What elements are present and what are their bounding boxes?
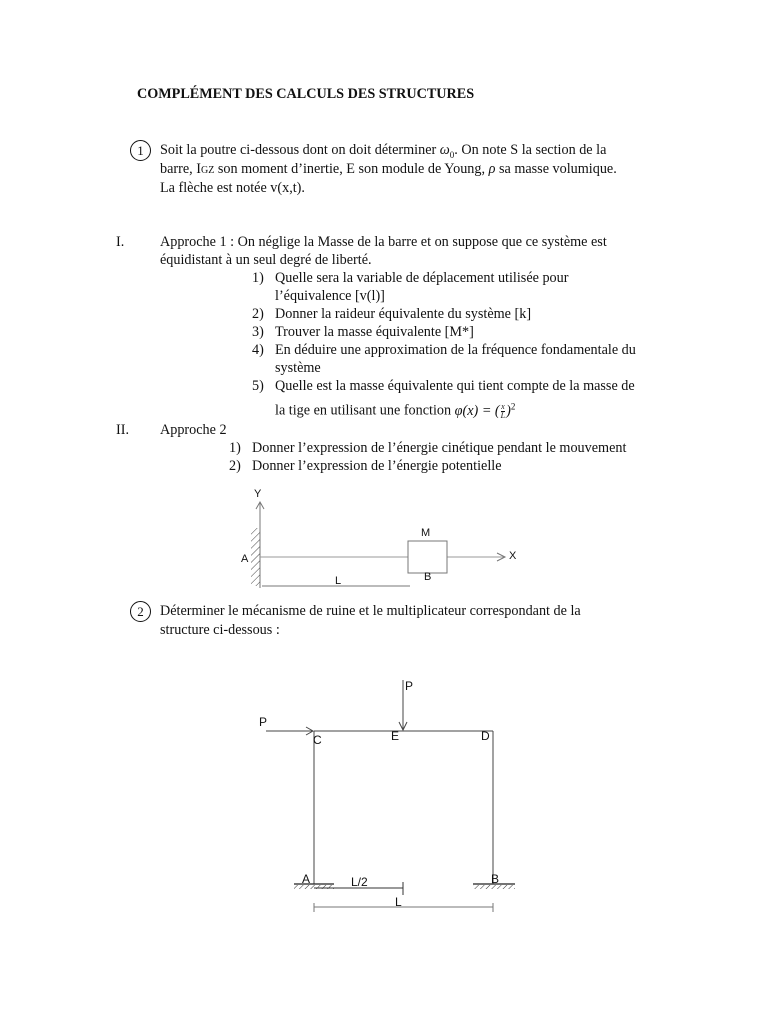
fig2-label-b: B: [491, 872, 500, 886]
list-item: Donner l’expression de l’énergie cinétique pendant le mouvement: [252, 440, 627, 456]
fig2-label-p-vertical: P: [405, 679, 414, 693]
mass-block: [408, 541, 447, 573]
item-number: 1): [252, 270, 264, 286]
section-2-line-1: Approche 2: [160, 422, 227, 438]
fig1-label-x: X: [509, 550, 517, 562]
item-number: 5): [252, 378, 264, 394]
item-number: 2): [252, 306, 264, 322]
question-number-2: 2: [130, 601, 151, 622]
q2-line-1: Déterminer le mécanisme de ruine et le multiplicateur correspondant de la: [160, 603, 581, 619]
fig1-label-m: M: [421, 527, 431, 539]
item-number: 3): [252, 324, 264, 340]
q1-line-2: barre, IGZ son moment d’inertie, E son module de Young, ρ sa masse volumique.: [160, 161, 617, 177]
fig2-label-e: E: [391, 729, 400, 743]
fig2-label-length: L: [395, 895, 402, 909]
section-1-numeral: I.: [116, 234, 125, 250]
list-item: Quelle est la masse équivalente qui tient compte de la masse de: [275, 378, 635, 394]
list-item: Trouver la masse équivalente [M*]: [275, 324, 474, 340]
section-2-numeral: II.: [116, 422, 129, 438]
section-1-line-1: Approche 1 : On néglige la Masse de la barre et on suppose que ce système est: [160, 234, 607, 250]
fig2-label-c: C: [313, 733, 322, 747]
section-1-line-2: équidistant à un seul degré de liberté.: [160, 252, 372, 268]
item-number: 2): [229, 458, 241, 474]
list-item: Quelle sera la variable de déplacement utilisée pour: [275, 270, 569, 286]
fig2-label-a: A: [302, 872, 311, 886]
list-item: Donner l’expression de l’énergie potentielle: [252, 458, 502, 474]
fig1-label-y: Y: [254, 488, 262, 500]
q2-line-2: structure ci-dessous :: [160, 622, 280, 638]
page-title: COMPLÉMENT DES CALCULS DES STRUCTURES: [137, 86, 475, 102]
list-item-continued: l’équivalence [v(l)]: [275, 288, 385, 304]
q1-line-1: Soit la poutre ci-dessous dont on doit déterminer $\omega_0$. On note S la section de la: [160, 142, 607, 160]
fig1-label-l: L: [335, 575, 342, 587]
q1-line-3: La flèche est notée v(x,t).: [160, 180, 305, 196]
list-item-continued: système: [275, 360, 321, 376]
phi-formula: φ(x) = ( $\frac{x}{L}$ )$^2$: [454, 401, 516, 420]
list-item-continued: la tige en utilisant une fonction φ(x) = ( $\frac{x}{L}$ )$^2$: [275, 401, 516, 420]
fig2-label-d: D: [481, 729, 490, 743]
list-item: Donner la raideur équivalente du système [k]: [275, 306, 532, 322]
fig1-label-b: B: [424, 571, 432, 583]
fig2-label-half-length: L/2: [351, 875, 368, 889]
fig1-label-a: A: [241, 553, 249, 565]
question-number-1: 1: [130, 140, 151, 161]
item-number: 1): [229, 440, 241, 456]
fig2-label-p-horizontal: P: [259, 715, 268, 729]
wall-support: [251, 528, 260, 586]
item-number: 4): [252, 342, 264, 358]
list-item: En déduire une approximation de la fréquence fondamentale du: [275, 342, 636, 358]
